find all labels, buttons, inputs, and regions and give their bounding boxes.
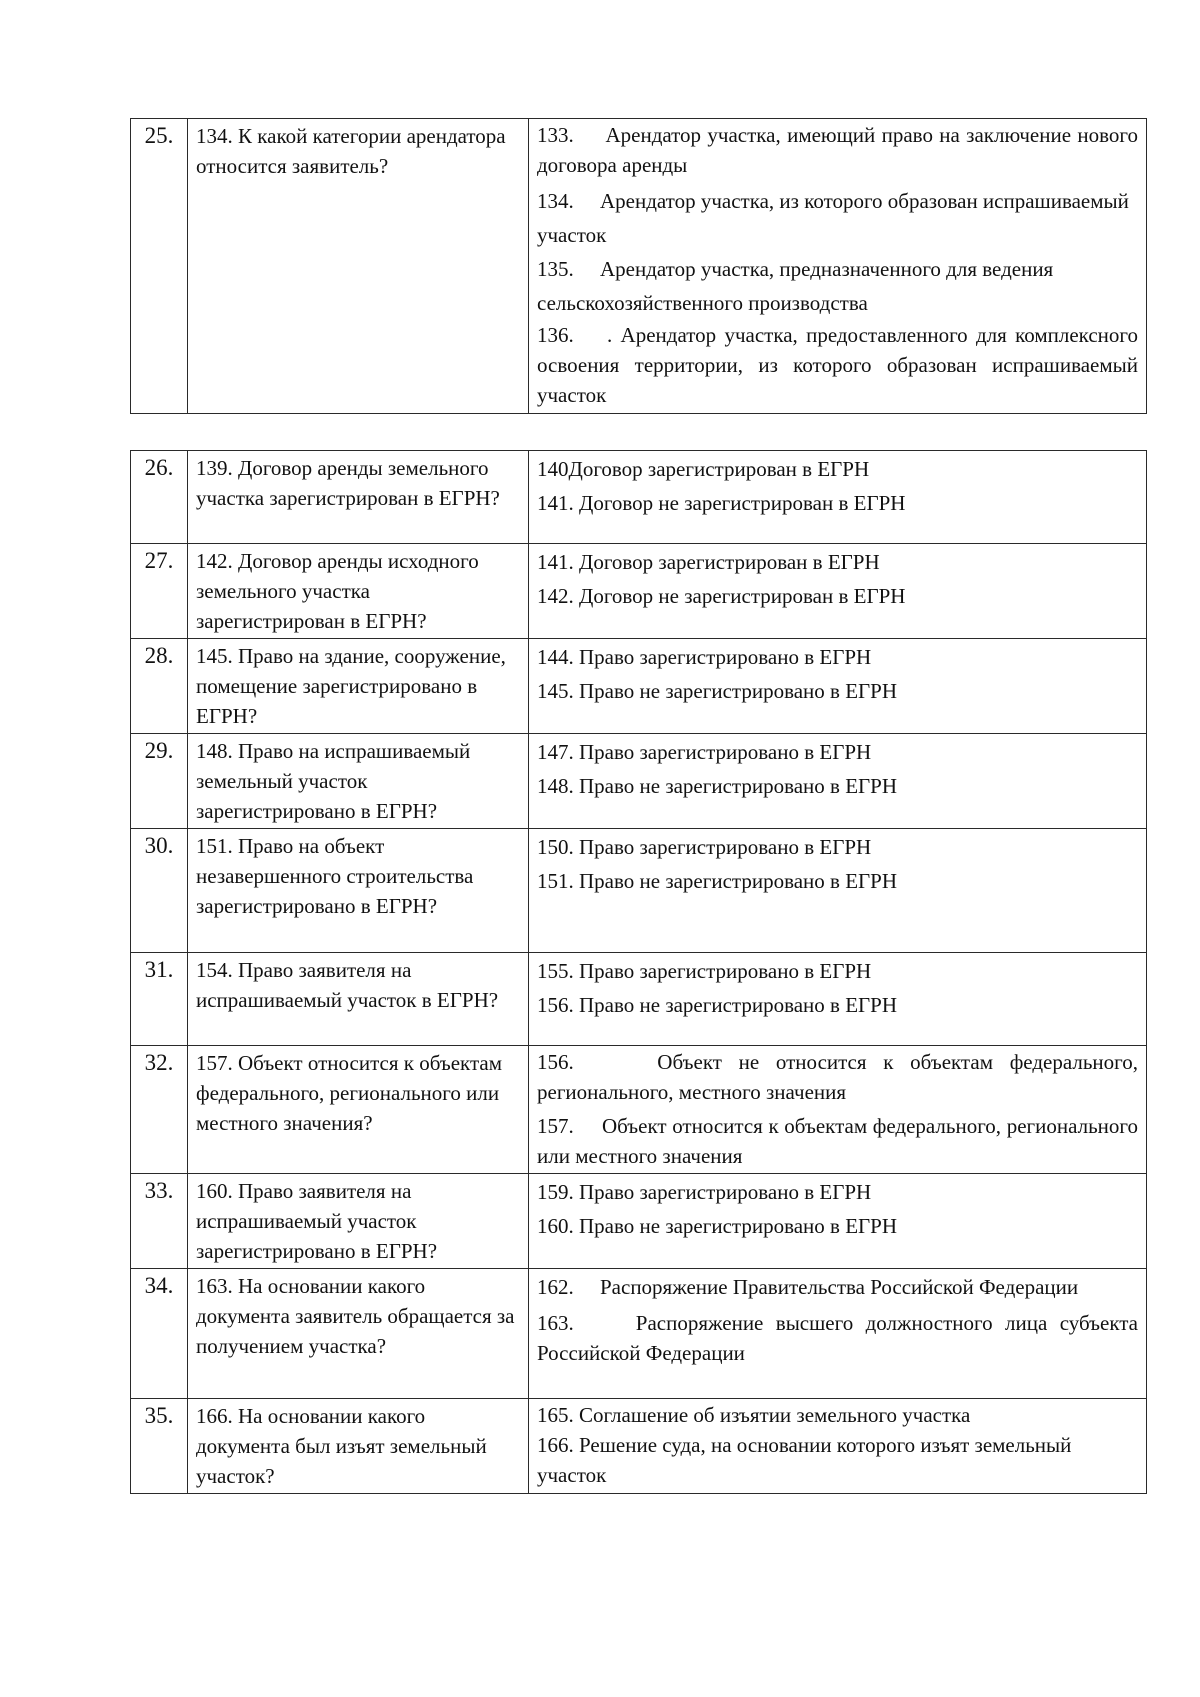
row-number: 34. [131,1269,188,1399]
answer-option: 163. Распоряжение высшего должностного лица субъекта Российской Федерации [537,1311,1138,1365]
answer-option: 162. Распоряжение Правительства Российской Федерации [537,1275,1079,1299]
answer-option: 155. Право зарегистрировано в ЕГРН [537,959,872,983]
question-text: 160. Право заявителя на испрашиваемый участок зарегистрировано в ЕГРН? [188,1174,529,1269]
answer-option: 159. Право зарегистрировано в ЕГРН [537,1180,872,1204]
question-text: 166. На основании какого документа был изъят земельный участок? [188,1399,529,1494]
answer-option: 145. Право не зарегистрировано в ЕГРН [537,679,898,703]
answer-option: 141. Договор не зарегистрирован в ЕГРН [537,491,906,515]
row-number: 29. [131,734,188,829]
answer-option: 151. Право не зарегистрировано в ЕГРН [537,869,898,893]
answer-options [529,639,1147,734]
table-row [131,1046,1147,1174]
question-text: 139. Договор аренды земельного участка зарегистрирован в ЕГРН? [188,451,529,544]
table-row [131,1399,1147,1494]
answer-option: 166. Решение суда, на основании которого изъят земельный участок [537,1433,1072,1487]
question-text: 134. К какой категории арендатора относится заявитель? [188,119,529,414]
table-row [131,451,1147,544]
row-number: 31. [131,953,188,1046]
answer-option: 140Договор зарегистрирован в ЕГРН [537,457,870,481]
answer-options [529,119,1147,414]
answer-option: 156. Право не зарегистрировано в ЕГРН [537,993,898,1017]
answer-option: 156. Объект не относится к объектам федерального, регионального, местного значения [537,1050,1138,1104]
answer-option: 157. Объект относится к объектам федерального, регионального или местного значения [537,1114,1138,1168]
row-number: 30. [131,829,188,953]
answer-options [529,734,1147,829]
answer-option: 147. Право зарегистрировано в ЕГРН [537,740,872,764]
answer-option: 142. Договор не зарегистрирован в ЕГРН [537,584,906,608]
table-row [131,639,1147,734]
table-row [131,953,1147,1046]
answer-option: 160. Право не зарегистрировано в ЕГРН [537,1214,898,1238]
answer-options [529,829,1147,953]
answer-options [529,1174,1147,1269]
answer-options [529,1399,1147,1494]
answer-option: 148. Право не зарегистрировано в ЕГРН [537,774,898,798]
table-row [131,1269,1147,1399]
table-row [131,119,1147,414]
question-text: 163. На основании какого документа заявитель обращается за получением участка? [188,1269,529,1399]
answer-options [529,1046,1147,1174]
row-number: 27. [131,544,188,639]
question-text: 148. Право на испрашиваемый земельный участок зарегистрировано в ЕГРН? [188,734,529,829]
question-text: 142. Договор аренды исходного земельного участка зарегистрирован в ЕГРН? [188,544,529,639]
answer-options [529,544,1147,639]
question-text: 154. Право заявителя на испрашиваемый участок в ЕГРН? [188,953,529,1046]
row-number: 35. [131,1399,188,1494]
answer-options [529,1269,1147,1399]
question-table-top [130,118,1147,414]
answer-option: 134. Арендатор участка, из которого образован испрашиваемый участок [537,189,1129,247]
answer-option: 150. Право зарегистрировано в ЕГРН [537,835,872,859]
table-row [131,734,1147,829]
question-text: 145. Право на здание, сооружение, помещение зарегистрировано в ЕГРН? [188,639,529,734]
answer-option: 141. Договор зарегистрирован в ЕГРН [537,550,880,574]
row-number: 25. [131,119,188,414]
question-text: 157. Объект относится к объектам федерального, регионального или местного значения? [188,1046,529,1174]
row-number: 32. [131,1046,188,1174]
row-number: 33. [131,1174,188,1269]
answer-option: 144. Право зарегистрировано в ЕГРН [537,645,872,669]
answer-option: 136. . Арендатор участка, предоставленного для комплексного освоения территории, из которого образован испрашиваемый участок [537,323,1138,407]
row-number: 28. [131,639,188,734]
answer-option: 133. Арендатор участка, имеющий право на заключение нового договора аренды [537,123,1138,177]
table-row [131,544,1147,639]
answer-options [529,953,1147,1046]
table-row [131,1174,1147,1269]
table-row [131,829,1147,953]
question-table-main [130,450,1147,1494]
question-text: 151. Право на объект незавершенного строительства зарегистрировано в ЕГРН? [188,829,529,953]
row-number: 26. [131,451,188,544]
answer-option: 135. Арендатор участка, предназначенного для ведения сельскохозяйственного производства [537,257,1054,315]
answer-option: 165. Соглашение об изъятии земельного участка [537,1403,971,1427]
answer-options [529,451,1147,544]
